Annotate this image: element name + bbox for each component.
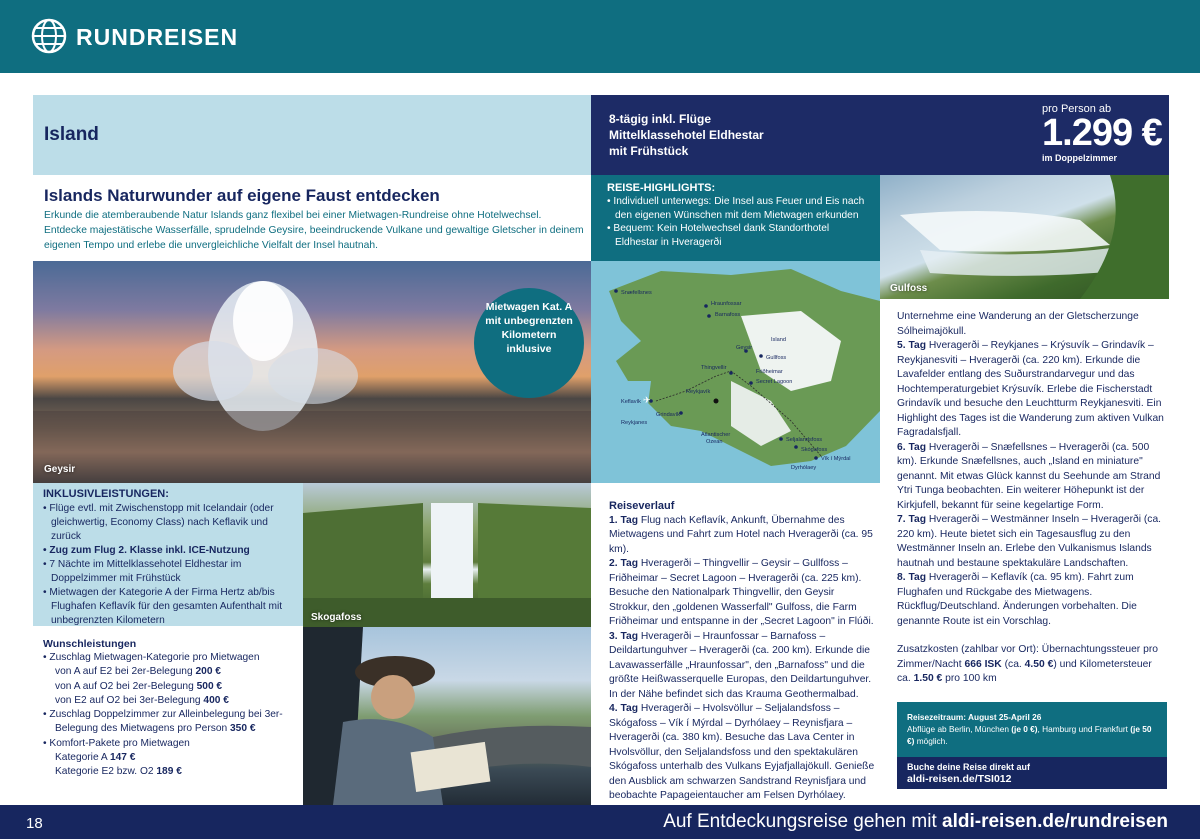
itinerary-day	[897, 513, 1165, 571]
map-label: Gullfoss	[766, 355, 787, 361]
day-text: Hveragerði – Hvolsvöllur – Seljalandsfoss – Skógafoss – Vík í Mýrdal – Dyrhólaey – Reynisfjara – Hveragerði (ca. 380 km). Besuche das Lava Center in Hvolsvöllur, den Seljalandsfoss und den spektakulären Skógafoss unterhalb des Vulkans Eyjafjallajökull. Genieße den Ausblick am schwarzen Sandstrand Reynisfjara und beobachte Papageientaucher am Felsen Dyrhólaey.	[609, 703, 875, 801]
cost-text: pro 100 km	[945, 673, 997, 684]
highlight-item: • Bequem: Kein Hotelwechsel dank Standorthotel Eldhestar in Hveragerði	[607, 223, 830, 248]
cost-text: (ca.	[1004, 658, 1022, 670]
badge-line: mit unbegrenzten	[485, 315, 573, 327]
day-label: 7. Tag	[897, 514, 926, 525]
gulfoss-caption: Gulfoss	[890, 283, 928, 294]
booking-label: Buche deine Reise direkt auf	[907, 762, 1031, 772]
period-text: Abflüge ab Berlin, München	[907, 724, 1009, 734]
page-number: 18	[26, 815, 43, 832]
price: 1.299 €	[1042, 112, 1162, 154]
itinerary-title: Reiseverlauf	[609, 500, 675, 512]
travel-period-title: Reisezeitraum: August 25-April 26	[907, 712, 1042, 722]
wish-label: Belegung des Mietwagens pro Person	[55, 723, 228, 735]
offer-line: 8-tägig inkl. Flüge	[609, 112, 712, 126]
map-label: Reykjavík	[686, 389, 711, 395]
itinerary-day	[609, 702, 877, 804]
day-text: Hveragerði – Thingvellir – Geysir – Gullfoss – Friðheimar – Secret Lagoon – Hveragerði (ca. 225 km). Besuche den Nationalpark Thingvellir, den Geysir Strokkur, den „goldenen Wasserfall" Gulfoss, die Farm Friðheimar und entspanne in der „Secret Lagoon" in Flúði.	[609, 558, 874, 627]
map-label: Secret Lagoon	[756, 379, 793, 385]
geysir-caption: Geysir	[44, 464, 76, 475]
skogafoss-caption: Skogafoss	[311, 612, 362, 623]
offer-summary	[609, 111, 849, 159]
itinerary-day	[609, 557, 877, 630]
wish-line: • Zuschlag Mietwagen-Kategorie pro Mietwagen	[43, 652, 260, 663]
travel-period-text	[907, 723, 1157, 747]
day-label: 2. Tag	[609, 558, 638, 569]
day-label: 5. Tag	[897, 340, 926, 351]
iceland-map	[591, 261, 880, 483]
inclusion-item: • Flüge evtl. mit Zwischenstopp mit Icelandair (oder gleichwertig, Economy Class) nach Keflavik und zurück	[43, 503, 274, 542]
price-sub: im Doppelzimmer	[1042, 153, 1118, 163]
day-label: 6. Tag	[897, 441, 926, 453]
map-label: Atlantischer	[701, 432, 731, 438]
period-text: , Hamburg und Frankfurt	[1037, 724, 1128, 734]
booking-box[interactable]	[897, 757, 1167, 789]
footer-text	[663, 811, 1168, 833]
day-text: Hveragerði – Snæfellsnes – Hveragerði (ca. 500 km). Erkunde Snæfellsnes, auch „Island en miniature" genannt. Mit etwas Glück kannst du Seehunde am Strand Ytri Tunga beobachten. Ein weiterer Höhepunkt ist der Kirkjufell, bekannt für seine kegelartige Form.	[897, 441, 1161, 511]
driver-illustration	[303, 627, 591, 805]
wish-line	[43, 665, 293, 679]
period-text: möglich.	[916, 736, 948, 746]
wish-line: • Zuschlag Doppelzimmer zur Alleinbelegung bei 3er-	[43, 709, 283, 721]
day-label: 4. Tag	[609, 703, 638, 714]
map-illustration	[591, 261, 880, 483]
wish-label: von E2 auf O2 bei 3er-Belegung	[55, 694, 201, 706]
airplane-icon: ✈	[643, 395, 651, 405]
wish-label: Kategorie E2 bzw. O2	[55, 766, 154, 778]
product-title: Island	[44, 124, 99, 145]
offer-line: Mittelklassehotel Eldhestar	[609, 128, 764, 142]
wish-label: von A auf E2 bei 2er-Belegung	[55, 666, 193, 678]
cost-text: ) und Kilometersteuer ca.	[897, 658, 1152, 684]
highlights-box	[591, 175, 880, 261]
skogafoss-illustration	[303, 483, 591, 627]
map-label: Grindavík	[656, 412, 680, 418]
inclusion-item: • Zug zum Flug 2. Klasse inkl. ICE-Nutzung	[43, 545, 250, 556]
wish-line	[43, 694, 293, 708]
footer-link[interactable]: aldi-reisen.de/rundreisen	[942, 811, 1168, 832]
itinerary-note: Änderungen vorbehalten. Die genannte Route ist ein Vorschlag.	[897, 601, 1137, 627]
inclusions-title: INKLUSIVLEISTUNGEN:	[43, 488, 169, 500]
map-label: Barnafoss	[715, 312, 741, 318]
map-label: Ozean	[706, 439, 723, 445]
itinerary-day	[897, 339, 1165, 441]
extra-costs	[897, 643, 1165, 687]
travel-period-box	[897, 702, 1167, 757]
skogafoss-photo	[303, 483, 591, 627]
title-band	[33, 95, 591, 175]
wish-price: 147 €	[109, 752, 136, 764]
day-label: 1. Tag	[609, 514, 638, 526]
badge-line: Kilometern	[501, 329, 557, 341]
itinerary-day	[897, 441, 1165, 514]
wish-line: • Komfort-Pakete pro Mietwagen	[43, 737, 190, 749]
wish-options	[33, 626, 303, 805]
day-label: 3. Tag	[609, 630, 638, 642]
itinerary-day	[609, 514, 877, 558]
map-label: Snæfellsnes	[621, 290, 652, 296]
map-label: Hraunfossar	[711, 301, 742, 307]
cost-value: 666 ISK	[964, 658, 1002, 670]
itinerary-column-continued	[897, 310, 1165, 687]
itinerary-column	[609, 499, 877, 804]
wish-line	[43, 765, 293, 779]
period-price: (je 50 €)	[907, 724, 1152, 746]
badge-line: Mietwagen Kat. A	[485, 301, 573, 313]
map-label: Vík í Mýrdal	[821, 456, 851, 462]
map-label: Seljalandsfoss	[786, 437, 823, 443]
gulfoss-illustration	[880, 175, 1169, 299]
badge-line: inklusive	[506, 343, 552, 355]
wish-label: Kategorie A	[55, 752, 108, 764]
driver-photo	[303, 627, 591, 805]
brand-title: RUNDREISEN	[76, 24, 239, 50]
day-text: Hveragerði – Westmänner Inseln – Hveragerði (ca. 220 km). Heute bietet sich ein Tagesausflug zu den Westmänner Inseln an. Erlebe den Vulkanismus Islands hautnah und bestaune spektakuläre Landschaften.	[897, 514, 1162, 569]
itinerary-day	[897, 571, 1165, 629]
wish-price: 400 €	[203, 694, 229, 706]
map-label: Dyrhólaey	[791, 465, 817, 471]
wish-line	[43, 680, 293, 694]
booking-link[interactable]: aldi-reisen.de/TSI012	[907, 773, 1012, 785]
wish-title: Wunschleistungen	[43, 638, 137, 650]
wish-line	[43, 722, 293, 736]
map-label: Skógafoss	[801, 447, 828, 453]
cost-value: 4.50 €	[1024, 658, 1054, 670]
highlight-item: • Individuell unterwegs: Die Insel aus Feuer und Eis nach den eigenen Wünschen mit dem Mietwagen erkunden	[607, 196, 865, 221]
map-label: Friðheimar	[756, 369, 783, 375]
map-label: Keflavík	[621, 399, 641, 405]
day-text: Hveragerði – Reykjanes – Krýsuvík – Grindavík – Reykjanesviti – Hveragerði (ca. 220 km). Erkunde die Lavafelder entlang des Suðurstrandarvegur und das Hochtemperaturgebiet Krýsuvík. Erlebe die Fischerstadt Grindavík und besuche den Leuchtturm Reykjanesviti. Ein Highlight des Tages ist die Wanderung zum aktiven Vulkan Fagradalsfjall.	[897, 340, 1164, 438]
price-label: pro Person ab	[1042, 103, 1112, 115]
day-label: 8. Tag	[897, 572, 926, 583]
globe-icon	[30, 17, 68, 55]
wish-price: 189 €	[156, 766, 182, 778]
itinerary-day	[609, 630, 877, 703]
rental-car-badge	[474, 288, 584, 398]
footer-slogan: Auf Entdeckungsreise gehen mit	[663, 811, 937, 832]
map-label: Thingvellir	[701, 365, 727, 371]
wish-price: 200 €	[195, 666, 221, 678]
day-text: Flug nach Keflavík, Ankunft, Übernahme des Mietwagens und Fahrt zum Hotel nach Hveragerði (ca. 95 km).	[609, 514, 873, 555]
map-label: Reykjanes	[621, 420, 648, 426]
highlights-title: REISE-HIGHLIGHTS:	[607, 182, 716, 194]
gulfoss-photo	[880, 175, 1169, 299]
map-label: Island	[771, 337, 786, 343]
cost-value: 1.50 €	[913, 673, 943, 684]
offer-line: mit Frühstück	[609, 144, 689, 158]
day-text: Hveragerði – Hraunfossar – Barnafoss – Deildartunguhver – Hveragerði (ca. 200 km). Erkunde die Lavawasserfälle „Hraunfossar", den „Barnafoss" und die größte Heißwasserquelle Europas, den Deildartunguhver. In der Nähe befindet sich das Krauma Geothermalbad.	[609, 630, 872, 700]
inclusion-item: • 7 Nächte im Mittelklassehotel Eldhestar im Doppelzimmer mit Frühstück	[43, 559, 242, 584]
intro-text: Erkunde die atemberaubende Natur Islands ganz flexibel bei einer Mietwagen-Rundreise ohne Hotelwechsel. Entdecke majestätische Wasserfälle, sprudelnde Geysire, beeindruckende Vulkane und gewaltige Gletscher in deinem eigenen Tempo und erlebe die unvergleichliche Vielfalt der Insel hautnah.	[44, 210, 584, 251]
period-price: (je 0 €)	[1011, 724, 1038, 734]
day-text: Hveragerði – Keflavík (ca. 95 km). Fahrt zum Flughafen und Rückgabe des Mietwagens. Rückflug/Deutschland.	[897, 572, 1134, 612]
wish-label: von A auf O2 bei 2er-Belegung	[55, 680, 194, 692]
inclusions-box	[33, 483, 303, 626]
wish-price: 350 €	[230, 723, 256, 735]
wish-line	[43, 751, 293, 765]
itinerary-continuation: Unternehme eine Wanderung an der Gletscherzunge Sólheimajökull.	[897, 311, 1139, 337]
wish-price: 500 €	[196, 680, 223, 692]
map-label: Geysir	[736, 345, 753, 351]
headline: Islands Naturwunder auf eigene Faust entdecken	[44, 186, 440, 205]
inclusion-item: • Mietwagen der Kategorie A der Firma Hertz ab/bis Flughafen Keflavík für den gesamten Aufenthalt mit unbegrenzten Kilometern	[43, 587, 283, 626]
cost-text: Zusatzkosten (zahlbar vor Ort): Übernachtungssteuer pro Zimmer/Nacht	[897, 644, 1158, 670]
